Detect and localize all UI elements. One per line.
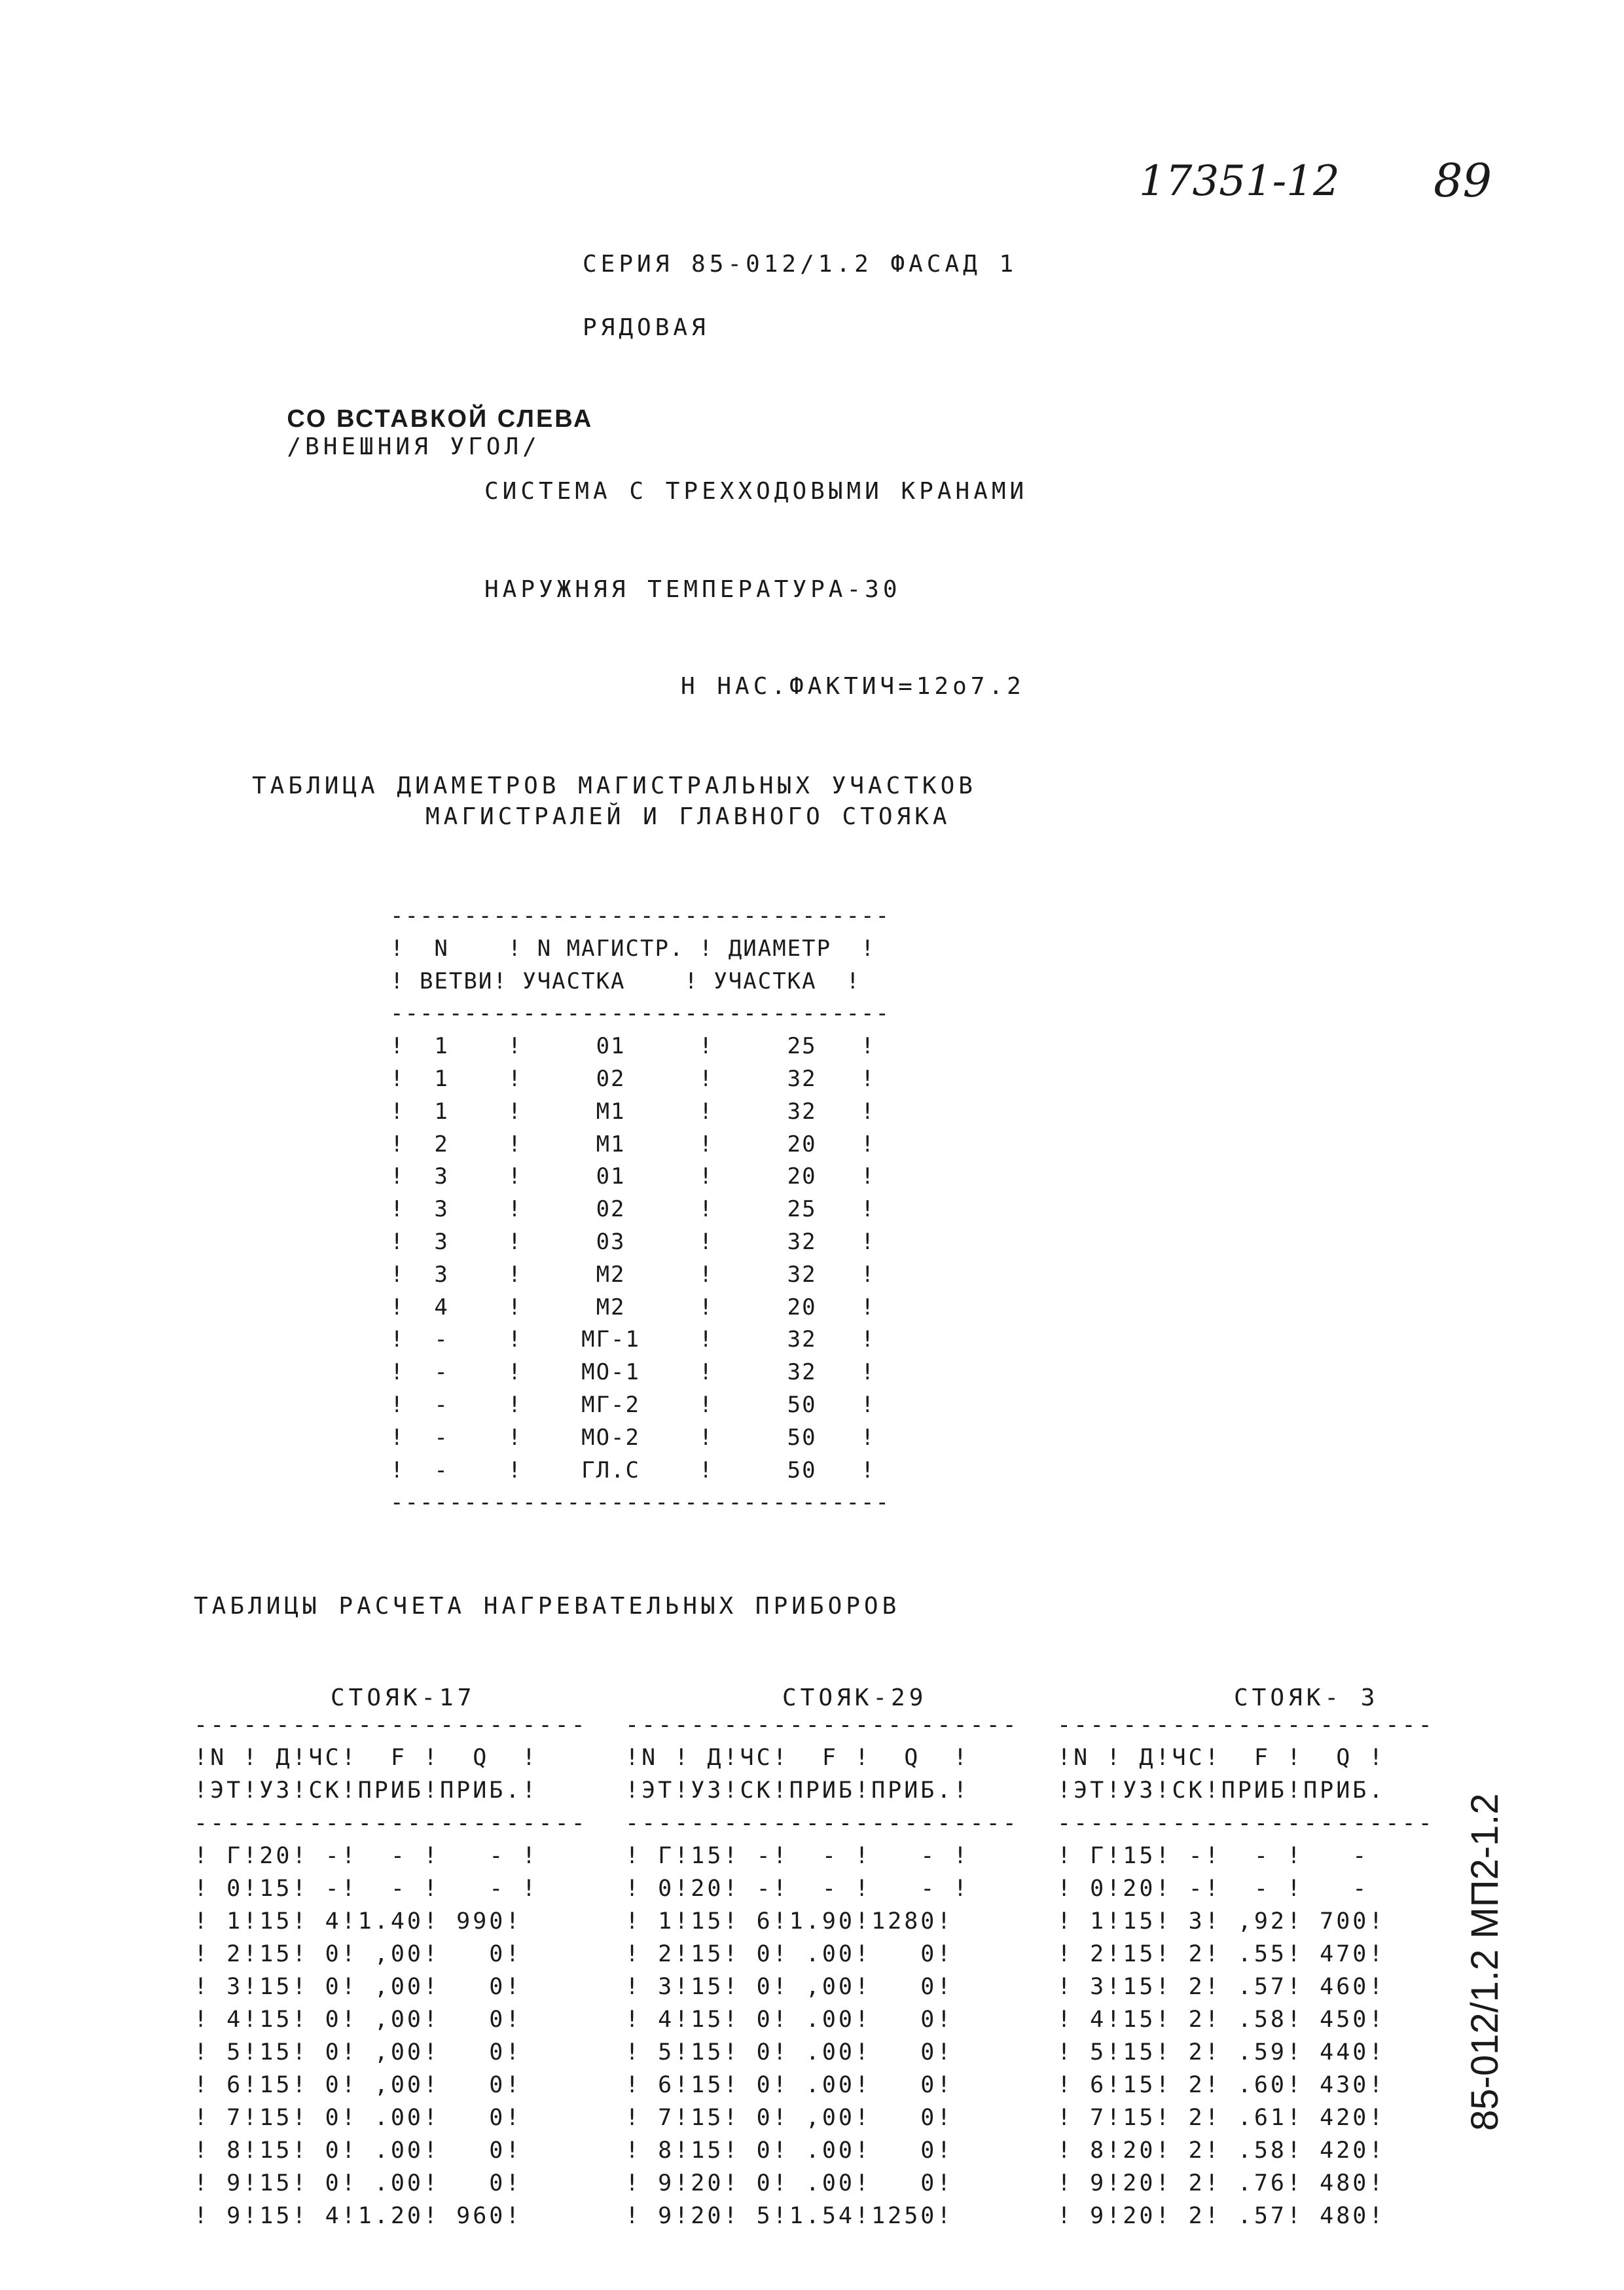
series-heading: СЕРИЯ 85-012/1.2 ФАСАД 1 (583, 251, 1018, 278)
heaters-title: ТАБЛИЦЫ РАСЧЕТА НАГРЕВАТЕЛЬНЫХ ПРИБОРОВ (194, 1593, 901, 1620)
handwritten-page-number: 89 (1434, 154, 1492, 208)
diameters-table-title-1: ТАБЛИЦА ДИАМЕТРОВ МАГИСТРАЛЬНЫХ УЧАСТКОВ (252, 772, 977, 799)
stoyak-29-table: ------------------------ !N ! Д!ЧС! F ! Q ! !ЭТ!УЗ!СК!ПРИБ!ПРИБ.! ------------------------ ! Г!15! -! - ! - ! ! 0!20! -! - ! - ! ! 1!15! 6!1.90!1280! ! 2!15! 0! .00! 0! ! 3!15! 0! ,00! 0! ! 4!15! 0! .00! 0! ! 5!15! 0! .00! 0! ! 6!15! 0! .00! 0! ! 7!15! 0! ,00! 0! ! 8!15! 0! .00! 0! ! 9!20! 0! .00! 0! ! 9!20! 5!1.54!1250! (625, 1712, 1019, 2229)
variant-heading (259, 378, 593, 460)
variant-prefix: СО ВСТАВКОЙ СЛЕВА (287, 405, 594, 433)
stoyak-17-table: ------------------------ !N ! Д!ЧС! F ! Q ! !ЭТ!УЗ!СК!ПРИБ!ПРИБ.! ------------------------ ! Г!20! -! - ! - ! ! 0!15! -! - ! - ! ! 1!15! 4!1.40! 990! ! 2!15! 0! ,00! 0! ! 3!15! 0! ,00! 0! ! 4!15! 0! ,00! 0! ! 5!15! 0! ,00! 0! ! 6!15! 0! ,00! 0! ! 7!15! 0! .00! 0! ! 8!15! 0! .00! 0! ! 9!15! 0! .00! 0! ! 9!15! 4!1.20! 960! (194, 1712, 588, 2229)
side-stamp: 85-012/1.2 МП2-1.2 (1464, 1793, 1506, 2131)
stoyak-17-name: СТОЯК-17 (331, 1684, 476, 1711)
diameters-table-title-2: МАГИСТРАЛЕЙ И ГЛАВНОГО СТОЯКА (425, 803, 951, 830)
system-heading: СИСТЕМА С ТРЕХХОДОВЫМИ КРАНАМИ (484, 478, 1028, 505)
stoyak-29-name: СТОЯК-29 (782, 1684, 928, 1711)
handwritten-doc-number: 17351-12 (1139, 157, 1340, 206)
stoyak-3-table: ----------------------- !N ! Д!ЧС! F ! Q ! !ЭТ!УЗ!СК!ПРИБ!ПРИБ. ----------------------- ! Г!15! -! - ! - ! 0!20! -! - ! - ! 1!15! 3! ,92! 700! ! 2!15! 2! .55! 470! ! 3!15! 2! .57! 460! ! 4!15! 2! .58! 450! ! 5!15! 2! .59! 440! ! 6!15! 2! .60! 430! ! 7!15! 2! .61! 420! ! 8!20! 2! .58! 420! ! 9!20! 2! .76! 480! ! 9!20! 2! .57! 480! (1057, 1712, 1435, 2229)
variant-suffix: /ВНЕШНИЯ УГОЛ/ (287, 433, 541, 460)
type-heading: РЯДОВАЯ (583, 314, 710, 341)
diameters-table: ---------------------------------- ! N ! N МАГИСТР. ! ДИАМЕТР ! ! ВЕТВИ! УЧАСТКА ! УЧАСТКА ! ---------------------------------- ! 1 ! 01 ! 25 ! ! 1 ! 02 ! 32 ! ! 1 ! M1 ! 32 ! ! 2 ! M1 ! 20 ! ! 3 ! 01 ! 20 ! ! 3 ! 02 ! 25 ! ! 3 ! 03 ! 32 ! ! 3 ! M2 ! 32 ! ! 4 ! M2 ! 20 ! ! - ! МГ-1 ! 32 ! ! - ! МО-1 ! 32 ! ! - ! МГ-2 ! 50 ! ! - ! МО-2 ! 50 ! ! - ! ГЛ.С ! 50 ! ---------------------------------- (390, 903, 890, 1516)
stoyak-3-name: СТОЯК- 3 (1234, 1684, 1379, 1711)
temperature-heading: НАРУЖНЯЯ ТЕМПЕРАТУРА-30 (484, 576, 901, 603)
pressure-heading: Н НАС.ФАКТИЧ=12о7.2 (681, 673, 1025, 700)
